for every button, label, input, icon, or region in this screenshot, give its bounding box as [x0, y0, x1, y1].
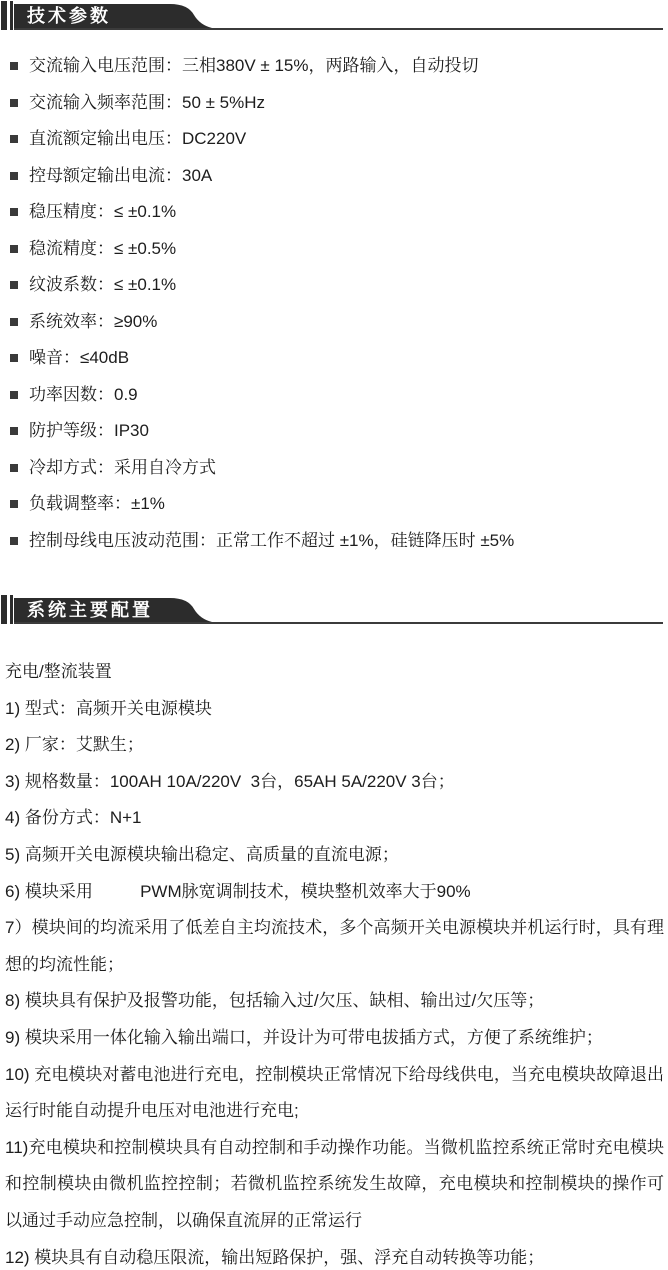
config-item: 12) 模块具有自动稳压限流，输出短路保护，强、浮充自动转换等功能；	[5, 1247, 545, 1267]
spec-item-text: 控制母线电压波动范围：正常工作不超过 ±1%，硅链降压时 ±5%	[29, 530, 515, 550]
spec-item-text: 系统效率：≥90%	[29, 311, 158, 331]
spec-item	[10, 422, 668, 440]
spec-item-text: 负载调整率：±1%	[29, 494, 165, 513]
spec-item	[10, 386, 668, 404]
spec-item-text: 控母额定输出电流：30A	[29, 165, 213, 185]
config-item: 9) 模块采用一体化输入输出端口，并设计为可带电拔插方式，方便了系统维护；	[5, 1027, 603, 1047]
section-header-system-config	[0, 595, 668, 624]
spec-item	[10, 276, 668, 294]
bullet-square-icon	[10, 537, 18, 545]
bullet-square-icon	[10, 208, 18, 216]
config-item: 3) 规格数量：100AH 10A/220V 3台，65AH 5A/220V 3台；	[5, 771, 455, 791]
spec-item	[10, 240, 668, 258]
header-tab	[14, 598, 212, 622]
spec-item	[10, 495, 668, 513]
bullet-square-icon	[10, 245, 18, 253]
config-item: 8) 模块具有保护及报警功能，包括输入过/欠压、缺相、输出过/欠压等；	[5, 991, 545, 1011]
bullet-square-icon	[10, 464, 18, 472]
spec-item-text: 纹波系数：≤ ±0.1%	[29, 275, 177, 294]
header-accent-bar-thin	[10, 595, 13, 624]
system-config-body	[5, 654, 664, 1270]
spec-item-text: 稳流精度：≤ ±0.5%	[29, 238, 177, 258]
header-underline	[14, 622, 663, 624]
config-item: 11)充电模块和控制模块具有自动控制和手动操作功能。当微机监控系统正常时充电模块和控制模块由微机监控控制；若微机监控系统发生故障，充电模块和控制模块的操作可以通过手动应急控制，以确保直流屏的正常运行	[5, 1137, 664, 1230]
config-item: 10) 充电模块对蓄电池进行充电，控制模块正常情况下给母线供电，当充电模块故障退出运行时能自动提升电压对电池进行充电;	[5, 1064, 664, 1121]
tech-params-list	[10, 57, 668, 549]
config-item: 1) 型式：高频开关电源模块	[5, 698, 212, 718]
spec-item-text: 稳压精度：≤ ±0.1%	[29, 202, 177, 221]
config-items	[5, 691, 664, 1270]
bullet-square-icon	[10, 281, 18, 289]
section-title: 系统主要配置	[27, 600, 153, 620]
spec-item-text: 功率因数：0.9	[29, 384, 138, 404]
spec-item	[10, 349, 668, 367]
spec-item-text: 交流输入电压范围：三相380V ± 15%，两路输入，自动投切	[29, 56, 479, 75]
spec-item	[10, 532, 668, 550]
config-item: 4) 备份方式：N+1	[5, 808, 142, 828]
spec-item-text: 冷却方式：采用自冷方式	[29, 457, 216, 477]
spec-item	[10, 94, 668, 112]
bullet-square-icon	[10, 354, 18, 362]
bullet-square-icon	[10, 427, 18, 435]
bullet-square-icon	[10, 318, 18, 326]
bullet-square-icon	[10, 135, 18, 143]
spec-item-text: 交流输入频率范围：50 ± 5%Hz	[29, 92, 266, 112]
header-accent-bar-thin	[10, 1, 13, 30]
config-item: 5) 高频开关电源模块输出稳定、高质量的直流电源；	[5, 844, 399, 864]
config-item: 2) 厂家：艾默生；	[5, 735, 144, 755]
spec-item-text: 直流额定输出电压：DC220V	[29, 129, 247, 148]
spec-item-text: 噪音：≤40dB	[29, 348, 130, 367]
spec-item	[10, 313, 668, 331]
bullet-square-icon	[10, 500, 18, 508]
bullet-square-icon	[10, 99, 18, 107]
header-underline	[14, 28, 663, 30]
section-title: 技术参数	[27, 6, 111, 26]
bullet-square-icon	[10, 391, 18, 399]
section-header-tech-params	[0, 1, 668, 30]
config-item: 6) 模块采用 PWM脉宽调制技术，模块整机效率大于90%	[5, 881, 471, 901]
header-accent-bar-thick	[1, 595, 7, 624]
config-item: 7）模块间的均流采用了低差自主均流技术，多个高频开关电源模块并机运行时，具有理想的均流性能；	[5, 918, 664, 974]
header-tab	[14, 4, 212, 28]
spec-item	[10, 57, 668, 75]
bullet-square-icon	[10, 62, 18, 70]
spec-item	[10, 203, 668, 221]
header-accent-bar-thick	[1, 1, 7, 30]
spec-item-text: 防护等级：IP30	[29, 421, 149, 440]
bullet-square-icon	[10, 172, 18, 180]
spec-item	[10, 130, 668, 148]
spec-item	[10, 167, 668, 185]
spec-item	[10, 459, 668, 477]
config-subtitle: 充电/整流装置	[5, 662, 112, 681]
